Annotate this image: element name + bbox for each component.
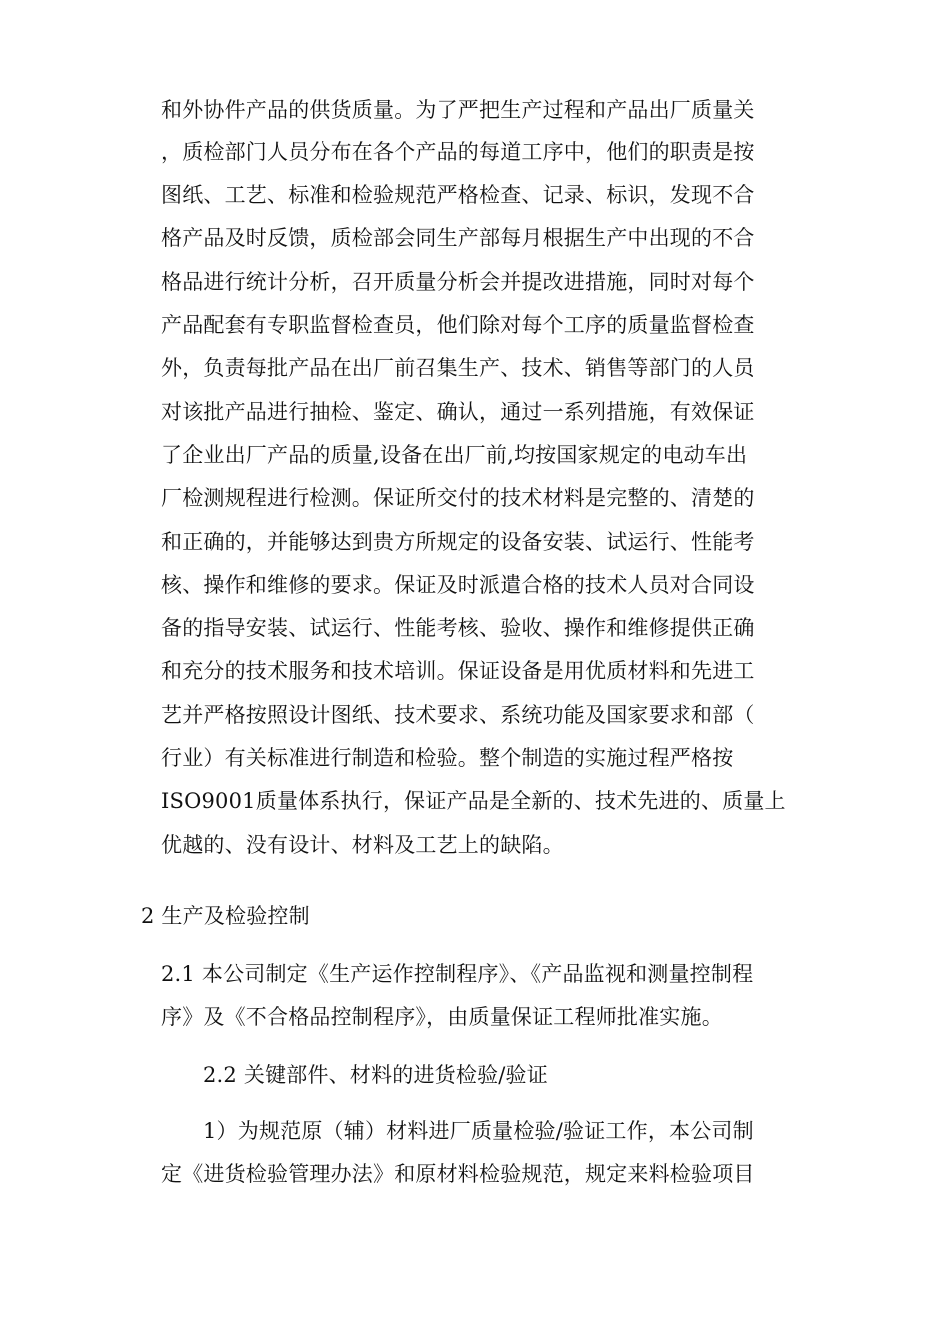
paragraph-line: 和正确的，并能够达到贵方所规定的设备安装、试运行、性能考 [161, 530, 755, 554]
paragraph-line: 格产品及时反馈，质检部会同生产部每月根据生产中出现的不合 [161, 226, 755, 250]
paragraph-line: 了企业出厂产品的质量,设备在出厂前,均按国家规定的电动车出 [161, 443, 748, 467]
paragraph-line: 对该批产品进行抽检、鉴定、确认，通过一系列措施，有效保证 [161, 400, 755, 424]
paragraph-line: 产品配套有专职监督检查员，他们除对每个工序的质量监督检查 [161, 313, 755, 337]
paragraph-line: 1）为规范原（辅）材料进厂质量检验/验证工作，本公司制 [203, 1119, 754, 1143]
paragraph-line: 厂检测规程进行检测。保证所交付的技术材料是完整的、清楚的 [161, 486, 755, 510]
section-heading: 2 生产及检验控制 [141, 904, 310, 928]
paragraph-line: 和外协件产品的供货质量。为了严把生产过程和产品出厂质量关 [161, 98, 755, 122]
paragraph-line: 序》及《不合格品控制程序》，由质量保证工程师批准实施。 [161, 1005, 723, 1029]
paragraph-line: 和充分的技术服务和技术培训。保证设备是用优质材料和先进工 [161, 659, 755, 683]
subsection-heading: 2.2 关键部件、材料的进货检验/验证 [203, 1063, 548, 1087]
paragraph-line: 外，负责每批产品在出厂前召集生产、技术、销售等部门的人员 [161, 356, 755, 380]
paragraph-line: 行业）有关标准进行制造和检验。整个制造的实施过程严格按 [161, 746, 734, 770]
paragraph-line: 艺并严格按照设计图纸、技术要求、系统功能及国家要求和部（ [161, 703, 755, 727]
paragraph-line: 核、操作和维修的要求。保证及时派遣合格的技术人员对合同设 [161, 573, 755, 597]
paragraph-line: 优越的、没有设计、材料及工艺上的缺陷。 [161, 833, 564, 857]
paragraph-line: ISO9001质量体系执行，保证产品是全新的、技术先进的、质量上 [161, 789, 786, 813]
paragraph-line: 格品进行统计分析，召开质量分析会并提改进措施，同时对每个 [161, 270, 755, 294]
paragraph-line: 备的指导安装、试运行、性能考核、验收、操作和维修提供正确 [161, 616, 755, 640]
paragraph-line: 定《进货检验管理办法》和原材料检验规范，规定来料检验项目 [161, 1162, 755, 1186]
paragraph-line: ，质检部门人员分布在各个产品的每道工序中，他们的职责是按 [161, 140, 755, 164]
paragraph-line: 图纸、工艺、标准和检验规范严格检查、记录、标识，发现不合 [161, 183, 755, 207]
paragraph-line: 2.1 本公司制定《生产运作控制程序》、《产品监视和测量控制程 [161, 962, 754, 986]
